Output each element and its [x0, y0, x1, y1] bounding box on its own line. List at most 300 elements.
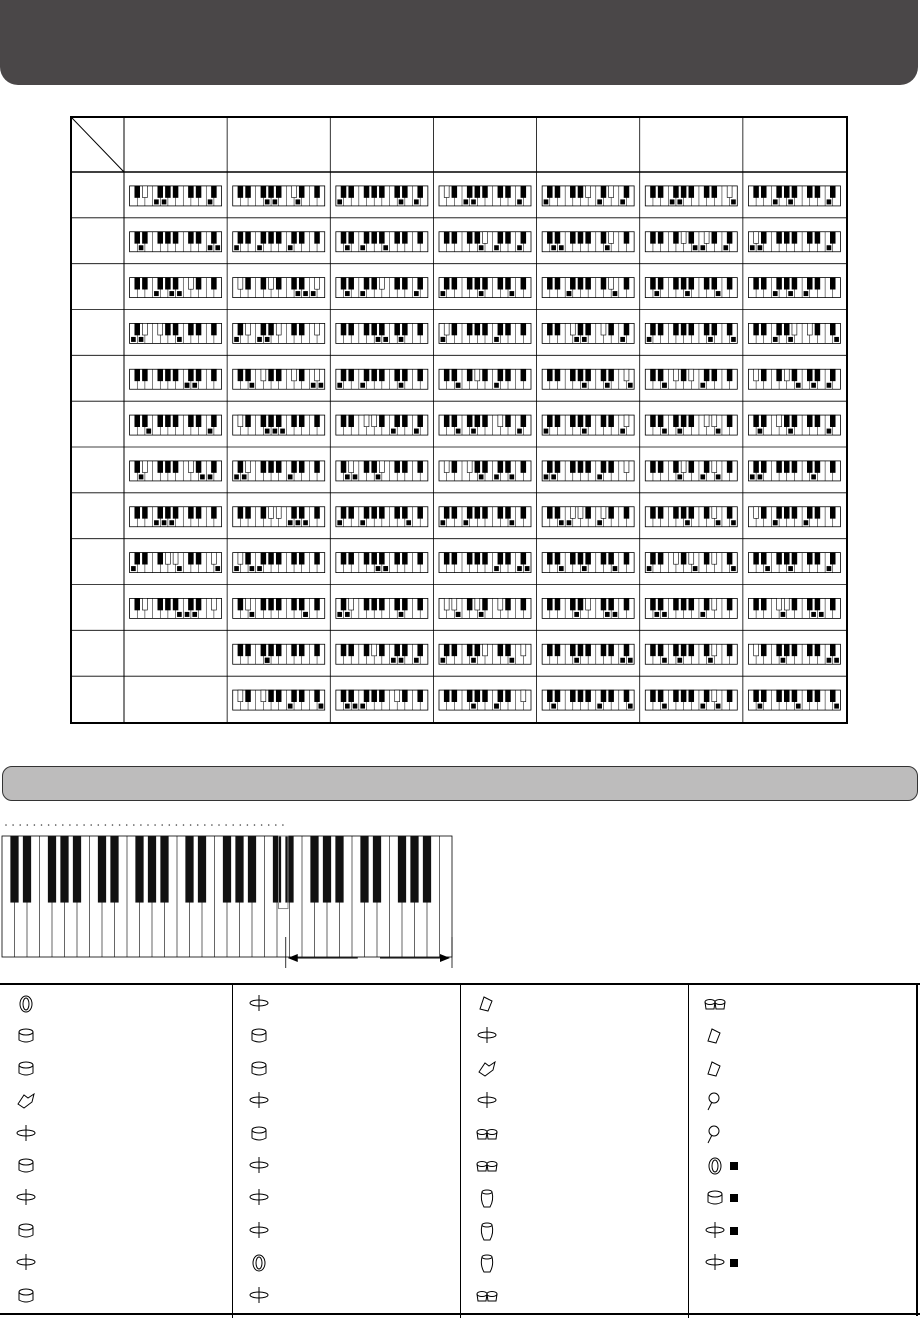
black-key: [586, 186, 591, 198]
black-key: [395, 461, 400, 473]
pressed-white-key: [758, 429, 763, 434]
pressed-white-key: [551, 245, 556, 250]
black-key: [681, 323, 686, 335]
black-key: [673, 232, 678, 244]
chord-grid: [72, 118, 846, 722]
black-key: [315, 507, 320, 519]
black-key: [173, 323, 178, 335]
black-key: [624, 644, 629, 656]
black-key: [349, 461, 354, 473]
black-key: [269, 369, 274, 381]
conga-low-icon: [475, 1252, 499, 1274]
pressed-white-key: [781, 612, 786, 617]
black-key: [188, 369, 193, 381]
black-key: [506, 186, 511, 198]
black-key: [292, 323, 297, 335]
pressed-white-key: [544, 429, 549, 434]
black-key: [547, 553, 552, 565]
black-key: [261, 598, 266, 610]
pressed-white-key: [510, 474, 515, 479]
black-key: [483, 690, 488, 702]
black-key: [315, 186, 320, 198]
pressed-white-key: [750, 474, 755, 479]
black-key: [238, 507, 243, 519]
pressed-white-key: [620, 337, 625, 342]
black-key: [807, 415, 812, 427]
black-key: [547, 369, 552, 381]
black-key: [650, 278, 655, 290]
black-key: [609, 186, 614, 198]
black-key: [475, 232, 480, 244]
black-key: [727, 507, 732, 519]
chord-keyboard: [645, 553, 737, 573]
pressed-white-key: [257, 566, 262, 571]
marker-square: [730, 1162, 738, 1170]
black-key: [418, 644, 423, 656]
drum-list-item: [703, 1058, 727, 1080]
pressed-white-key: [139, 245, 144, 250]
black-key: [73, 836, 81, 903]
chord-keyboard: [748, 461, 840, 481]
chord-keyboard: [748, 186, 840, 206]
black-key: [173, 553, 178, 565]
key-label-dot: [247, 824, 249, 826]
black-key: [142, 369, 147, 381]
black-key: [364, 232, 369, 244]
black-key: [444, 232, 449, 244]
section-title-bar: [2, 766, 918, 801]
black-key: [681, 598, 686, 610]
chord-keyboard: [439, 598, 531, 618]
pressed-white-key: [685, 291, 690, 296]
pressed-white-key: [605, 245, 610, 250]
black-key: [547, 598, 552, 610]
chord-keyboard: [336, 644, 428, 664]
black-key: [142, 461, 147, 473]
black-key: [261, 644, 266, 656]
black-key: [475, 507, 480, 519]
pressed-white-key: [731, 566, 736, 571]
black-key: [402, 278, 407, 290]
pressed-white-key: [628, 704, 633, 709]
black-key: [506, 323, 511, 335]
black-key: [299, 598, 304, 610]
black-key: [807, 644, 812, 656]
key-label-dot: [140, 824, 142, 826]
black-key: [276, 507, 281, 519]
marker-square: [730, 1227, 738, 1235]
key-label-dot: [211, 824, 213, 826]
chord-keyboard: [336, 369, 428, 389]
black-key: [475, 690, 480, 702]
pressed-white-key: [139, 474, 144, 479]
chord-keyboard: [439, 415, 531, 435]
pressed-white-key: [288, 520, 293, 525]
drum-column-3: [460, 985, 689, 1318]
pressed-white-key: [296, 291, 301, 296]
black-key: [364, 644, 369, 656]
pressed-white-key: [677, 429, 682, 434]
pressed-white-key: [510, 291, 515, 296]
vibraslap-icon: [475, 1058, 499, 1080]
black-key: [704, 232, 709, 244]
black-key: [578, 278, 583, 290]
pressed-white-key: [708, 337, 713, 342]
pressed-white-key: [162, 520, 167, 525]
black-key: [349, 598, 354, 610]
black-key: [601, 186, 606, 198]
black-key: [444, 598, 449, 610]
pressed-white-key: [494, 566, 499, 571]
pressed-white-key: [525, 566, 530, 571]
drum-list-item: [247, 993, 271, 1015]
black-key: [754, 461, 759, 473]
black-key: [555, 553, 560, 565]
chord-keyboard: [542, 690, 634, 710]
chord-keyboard: [233, 598, 325, 618]
pressed-white-key: [337, 520, 342, 525]
key-label-dot: [197, 824, 199, 826]
black-key: [349, 278, 354, 290]
black-key: [341, 369, 346, 381]
pressed-white-key: [192, 383, 197, 388]
drum-list-item: [475, 1090, 499, 1112]
black-key: [238, 369, 243, 381]
black-key: [402, 507, 407, 519]
hihat-open-icon: [14, 1252, 38, 1274]
black-key: [704, 186, 709, 198]
black-key: [341, 278, 346, 290]
black-key: [292, 690, 297, 702]
pressed-white-key: [303, 520, 308, 525]
pressed-white-key: [360, 291, 365, 296]
black-key: [754, 278, 759, 290]
pressed-white-key: [654, 291, 659, 296]
black-key: [506, 644, 511, 656]
pressed-white-key: [169, 520, 174, 525]
black-key: [761, 232, 766, 244]
pressed-white-key: [177, 612, 182, 617]
black-key: [444, 369, 449, 381]
black-key: [276, 278, 281, 290]
black-key: [173, 461, 178, 473]
black-key: [547, 644, 552, 656]
black-key: [727, 323, 732, 335]
black-key: [498, 553, 503, 565]
pressed-white-key: [723, 245, 728, 250]
black-key: [444, 278, 449, 290]
chord-keyboard: [645, 323, 737, 343]
timbale-high-icon: [703, 993, 727, 1015]
black-key: [261, 461, 266, 473]
black-key: [586, 232, 591, 244]
hihat-closed-icon: [14, 1187, 38, 1209]
chord-keyboard: [233, 553, 325, 573]
black-key: [364, 553, 369, 565]
chord-keyboard: [336, 598, 428, 618]
drum-list-item: [703, 1220, 738, 1242]
black-key: [402, 232, 407, 244]
pressed-white-key: [337, 199, 342, 204]
bass-drum-marked-icon: [703, 1155, 727, 1177]
chord-keyboard: [336, 690, 428, 710]
black-key: [815, 232, 820, 244]
chord-keyboard: [130, 369, 222, 389]
key-label-dot: [55, 824, 57, 826]
conga-open-icon: [475, 1220, 499, 1242]
black-key: [681, 232, 686, 244]
black-key: [792, 278, 797, 290]
chord-keyboard: [542, 461, 634, 481]
black-key: [784, 644, 789, 656]
black-key: [475, 553, 480, 565]
black-key: [754, 507, 759, 519]
black-key: [372, 644, 377, 656]
black-key: [188, 323, 193, 335]
pressed-white-key: [131, 337, 136, 342]
drum-list-item: [475, 993, 499, 1015]
pressed-white-key: [185, 383, 190, 388]
black-key: [777, 232, 782, 244]
black-key: [578, 598, 583, 610]
black-key: [815, 278, 820, 290]
black-key: [341, 186, 346, 198]
black-key: [452, 461, 457, 473]
key-label-dot: [190, 824, 192, 826]
black-key: [315, 690, 320, 702]
black-key: [830, 507, 835, 519]
key-label-dot: [126, 824, 128, 826]
black-key: [341, 461, 346, 473]
key-label-dot: [119, 824, 121, 826]
black-key: [506, 415, 511, 427]
black-key: [712, 598, 717, 610]
black-key: [601, 644, 606, 656]
black-key: [673, 644, 678, 656]
black-key: [807, 461, 812, 473]
pressed-white-key: [273, 429, 278, 434]
pressed-white-key: [154, 199, 159, 204]
pressed-white-key: [250, 383, 255, 388]
pressed-white-key: [662, 612, 667, 617]
black-key: [341, 323, 346, 335]
black-key: [704, 369, 709, 381]
black-key: [246, 598, 251, 610]
black-key: [712, 461, 717, 473]
pressed-white-key: [303, 291, 308, 296]
black-key: [681, 644, 686, 656]
black-key: [158, 507, 163, 519]
pressed-white-key: [311, 383, 316, 388]
black-key: [498, 278, 503, 290]
black-key: [452, 644, 457, 656]
tom-high-icon: [247, 1123, 271, 1145]
chord-keyboard: [439, 644, 531, 664]
black-key: [483, 369, 488, 381]
black-key: [211, 461, 216, 473]
black-key: [754, 553, 759, 565]
black-key: [555, 690, 560, 702]
black-key: [830, 323, 835, 335]
black-key: [689, 323, 694, 335]
black-key: [754, 323, 759, 335]
black-key: [475, 415, 480, 427]
black-key: [364, 598, 369, 610]
black-key: [335, 836, 343, 903]
black-key: [624, 690, 629, 702]
black-key: [761, 598, 766, 610]
black-key: [807, 323, 812, 335]
black-key: [792, 415, 797, 427]
black-key: [173, 598, 178, 610]
pressed-white-key: [765, 566, 770, 571]
black-key: [807, 507, 812, 519]
pressed-white-key: [208, 199, 213, 204]
pressed-white-key: [700, 245, 705, 250]
black-key: [712, 415, 717, 427]
black-key: [269, 553, 274, 565]
black-key: [506, 690, 511, 702]
pressed-white-key: [731, 199, 736, 204]
pressed-white-key: [464, 520, 469, 525]
pressed-white-key: [288, 245, 293, 250]
black-key: [830, 186, 835, 198]
chord-keyboard: [439, 278, 531, 298]
black-key: [246, 553, 251, 565]
tom-high-icon: [247, 1058, 271, 1080]
black-key: [418, 278, 423, 290]
black-key: [341, 598, 346, 610]
pressed-white-key: [773, 199, 778, 204]
black-key: [349, 323, 354, 335]
black-key: [142, 232, 147, 244]
black-key: [754, 186, 759, 198]
chord-keyboard: [542, 369, 634, 389]
chord-keyboard: [645, 186, 737, 206]
black-key: [658, 369, 663, 381]
chord-keyboard: [542, 323, 634, 343]
black-key: [238, 232, 243, 244]
pressed-white-key: [479, 474, 484, 479]
pressed-white-key: [177, 291, 182, 296]
black-key: [261, 369, 266, 381]
pressed-white-key: [399, 383, 404, 388]
pressed-white-key: [345, 704, 350, 709]
pressed-white-key: [827, 383, 832, 388]
chord-keyboard: [439, 553, 531, 573]
black-key: [624, 507, 629, 519]
black-key: [578, 323, 583, 335]
black-key: [609, 644, 614, 656]
black-key: [341, 415, 346, 427]
black-key: [777, 598, 782, 610]
black-key: [395, 278, 400, 290]
black-key: [418, 690, 423, 702]
chord-keyboard: [645, 598, 737, 618]
black-key: [418, 369, 423, 381]
pressed-white-key: [582, 566, 587, 571]
pressed-white-key: [582, 429, 587, 434]
black-key: [624, 553, 629, 565]
drum-list-item: [475, 1123, 499, 1145]
black-key: [681, 461, 686, 473]
black-key: [142, 553, 147, 565]
black-key: [704, 278, 709, 290]
black-key: [165, 507, 170, 519]
black-key: [372, 186, 377, 198]
black-key: [246, 186, 251, 198]
drum-list-item: [475, 1285, 499, 1307]
black-key: [570, 690, 575, 702]
black-key: [704, 415, 709, 427]
black-key: [673, 323, 678, 335]
black-key: [547, 278, 552, 290]
black-key: [395, 415, 400, 427]
black-key: [135, 232, 140, 244]
black-key: [624, 598, 629, 610]
black-key: [807, 278, 812, 290]
maracas-icon: [703, 1123, 727, 1145]
black-key: [467, 690, 472, 702]
black-key: [246, 232, 251, 244]
black-key: [402, 553, 407, 565]
black-key: [777, 369, 782, 381]
key-label-dot: [83, 824, 85, 826]
drum-list-item: [247, 1123, 271, 1145]
black-key: [761, 186, 766, 198]
black-key: [173, 232, 178, 244]
pressed-white-key: [597, 199, 602, 204]
black-key: [555, 415, 560, 427]
black-key: [761, 690, 766, 702]
pressed-white-key: [517, 199, 522, 204]
black-key: [285, 836, 293, 903]
black-key: [727, 553, 732, 565]
drum-list-item: [14, 1220, 38, 1242]
black-key: [475, 323, 480, 335]
black-key: [238, 598, 243, 610]
pressed-white-key: [353, 474, 358, 479]
pressed-white-key: [200, 474, 205, 479]
black-key: [238, 186, 243, 198]
black-key: [276, 690, 281, 702]
black-key: [418, 507, 423, 519]
black-key: [173, 415, 178, 427]
pressed-white-key: [208, 474, 213, 479]
cymbal-ride-bell-icon: [247, 1220, 271, 1242]
black-key: [784, 553, 789, 565]
black-key: [498, 415, 503, 427]
black-key: [158, 186, 163, 198]
pressed-white-key: [567, 520, 572, 525]
black-key: [761, 278, 766, 290]
black-key: [379, 415, 384, 427]
black-key: [467, 598, 472, 610]
hihat-open-marked-icon: [703, 1252, 727, 1274]
black-key: [135, 415, 140, 427]
chord-keyboard: [233, 186, 325, 206]
drum-list-item: [703, 1090, 727, 1112]
pressed-white-key: [662, 658, 667, 663]
key-label-dot: [218, 824, 220, 826]
agogo-high-icon: [703, 1025, 727, 1047]
black-key: [815, 369, 820, 381]
pressed-white-key: [494, 474, 499, 479]
black-key: [650, 507, 655, 519]
black-key: [135, 186, 140, 198]
black-key: [269, 507, 274, 519]
black-key: [673, 415, 678, 427]
